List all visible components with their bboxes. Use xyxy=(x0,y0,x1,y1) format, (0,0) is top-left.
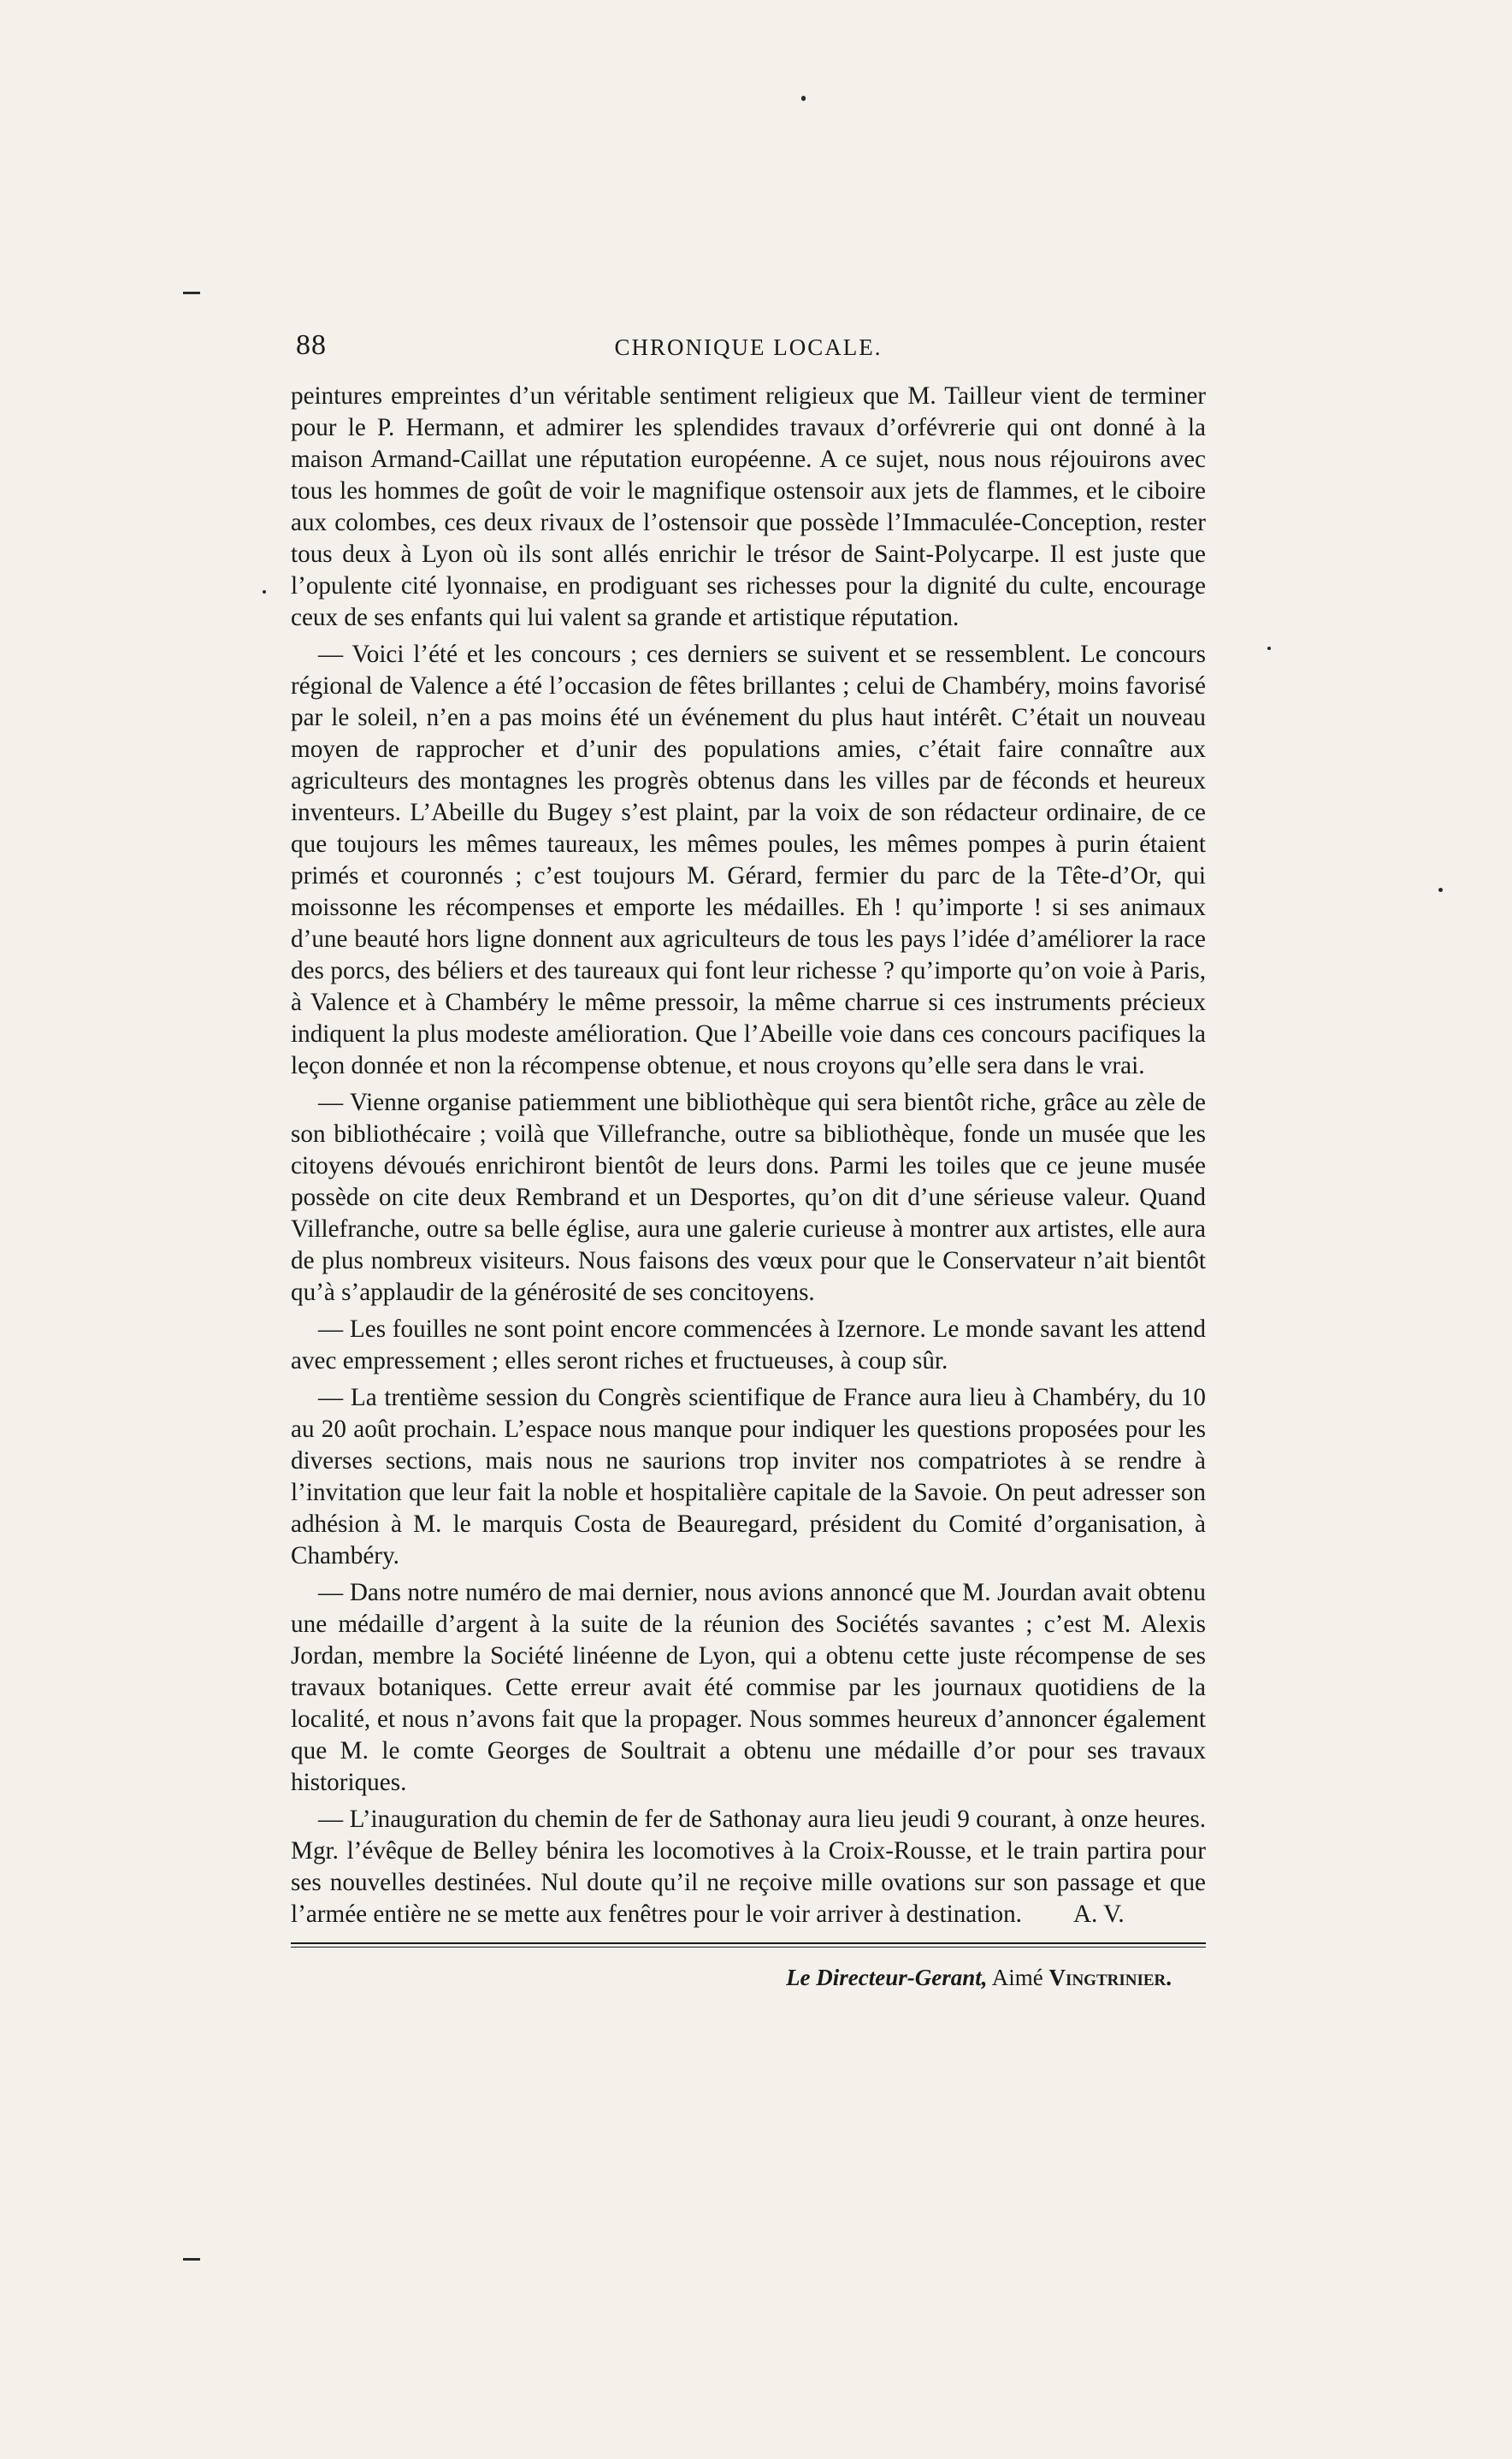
closing-rule xyxy=(291,1942,1206,1944)
paragraph: — Dans notre numéro de mai dernier, nous avions annoncé que M. Jourdan avait obtenu une médaille d’argent à la suite de la réunion des Sociétés savantes ; c’est M. Alexis Jordan, membre la Société linéenne de Lyon, qui a obtenu cette juste récompense de ses travaux botaniques. Cette erreur avait été commise par les journaux quotidiens de la localité, et nous n’avons fait que la propager. Nous sommes heureux d’annoncer également que M. le comte Georges de Soultrait a obtenu une médaille d’or pour ses travaux historiques. xyxy=(291,1579,1206,1796)
article-body xyxy=(291,381,1206,1930)
margin-mark xyxy=(183,2258,200,2261)
paragraph-text: — L’inauguration du chemin de fer de Sathonay aura lieu jeudi 9 courant, à onze heures. Mgr. l’évêque de Belley bénira les locomotives à la Croix-Rousse, et le train partira pour ses nouvelles destinées. Nul doute qu’il ne reçoive mille ovations sur son passage et que l’armée entière ne se mette aux fenêtres pour le voir arriver à destination. xyxy=(291,1806,1206,1928)
running-title: CHRONIQUE LOCALE. xyxy=(614,334,883,360)
margin-mark xyxy=(1438,888,1443,892)
paragraph: — Les fouilles ne sont point encore commencées à Izernore. Le monde savant les attend avec empressement ; elles seront riches et fructueuses, à coup sûr. xyxy=(291,1315,1206,1374)
page-header xyxy=(291,329,1206,374)
imprint-role: Le Directeur-Gerant, xyxy=(786,1965,988,1990)
paragraph xyxy=(291,1804,1206,1930)
author-initials: A. V. xyxy=(1072,1900,1125,1928)
page xyxy=(291,329,1206,1991)
paragraph: peintures empreintes d’un véritable sentiment religieux que M. Tailleur vient de terminer pour le P. Hermann, et admirer les splendides travaux d’orfévrerie qui ont donné à la maison Armand-Caillat une réputation européenne. A ce sujet, nous nous réjouirons avec tous les hommes de goût de voir le magnifique ostensoir aux jets de flammes, et le ciboire aux colombes, ces deux rivaux de l’ostensoir que possède l’Immaculée-Conception, rester tous deux à Lyon où ils sont allés enrichir le trésor de Saint-Polycarpe. Il est juste que l’opulente cité lyonnaise, en prodiguant ses richesses pour la dignité du culte, encourage ceux de ses enfants qui lui valent sa grande et artistique réputation. xyxy=(291,382,1206,631)
paragraph: — Vienne organise patiemment une bibliothèque qui sera bientôt riche, grâce au zèle de son bibliothécaire ; voilà que Villefranche, outre sa bibliothèque, fonde un musée que les citoyens dévoués enrichiront bientôt de leurs dons. Parmi les toiles que ce jeune musée possède on cite deux Rembrand et un Desportes, qu’on dit d’une sérieuse valeur. Quand Villefranche, outre sa belle église, aura une galerie curieuse à montrer aux artistes, elle aura de plus nombreux visiteurs. Nous faisons des vœux pour que le Conservateur n’ait bientôt qu’à s’applaudir de la générosité de ses concitoyens. xyxy=(291,1089,1206,1306)
margin-mark xyxy=(263,590,266,594)
margin-mark xyxy=(801,96,806,101)
paragraph: — La trentième session du Congrès scientifique de France aura lieu à Chambéry, du 10 au 20 août prochain. L’espace nous manque pour indiquer les questions proposées pour les diverses sections, mais nous ne saurions trop inviter nos compatriotes à se rendre à l’invitation que leur fait la noble et hospitalière capitale de la Savoie. On peut adresser son adhésion à M. le marquis Costa de Beauregard, président du Comité d’organisation, à Chambéry. xyxy=(291,1384,1206,1569)
imprint-surname: Vingtrinier. xyxy=(1048,1965,1172,1990)
paragraph: — Voici l’été et les concours ; ces derniers se suivent et se ressemblent. Le concours régional de Valence a été l’occasion de fêtes brillantes ; celui de Chambéry, moins favorisé par le soleil, n’en a pas moins été un événement du plus haut intérêt. C’était un nouveau moyen de rapprocher et d’unir des populations amies, c’était faire connaître aux agriculteurs des montagnes les progrès obtenus dans les villes par de féconds et heureux inventeurs. L’Abeille du Bugey s’est plaint, par la voix de son rédacteur ordinaire, de ce que toujours les mêmes taureaux, les mêmes poules, les mêmes pompes à purin étaient primés et couronnés ; c’est toujours M. Gérard, fermier du parc de la Tête-d’Or, qui moissonne les récompenses et emporte les médailles. Eh ! qu’importe ! si ses animaux d’une beauté hors ligne donnent aux agriculteurs de tous les pays l’idée d’améliorer la race des porcs, des béliers et des taureaux qui font leur richesse ? qu’importe qu’on voie à Paris, à Valence et à Chambéry le même pressoir, la même charrue si ces instruments précieux indiquent la plus modeste amélioration. Que l’Abeille voie dans ces concours pacifiques la leçon donnée et non la récompense obtenue, et nous croyons qu’elle sera dans le vrai. xyxy=(291,641,1206,1079)
imprint-first-name: Aimé xyxy=(991,1965,1043,1990)
margin-mark xyxy=(1267,647,1271,650)
margin-mark xyxy=(183,292,200,294)
imprint xyxy=(291,1965,1206,1991)
closing-rule-thin xyxy=(291,1947,1206,1948)
page-number: 88 xyxy=(296,329,327,361)
